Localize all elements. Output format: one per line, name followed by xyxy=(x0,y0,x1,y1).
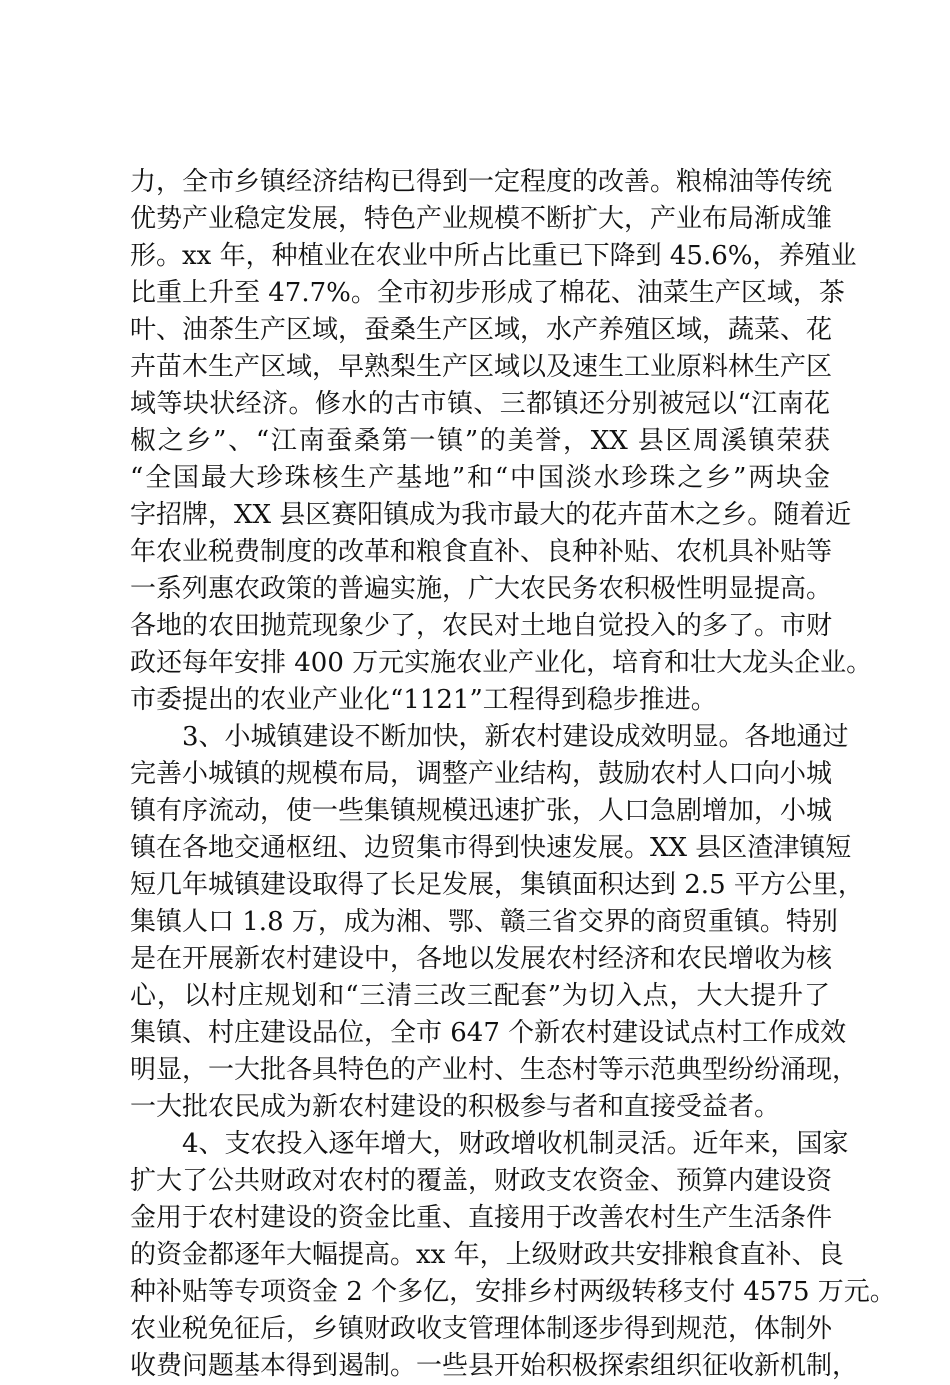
text-line: 集镇人口 1.8 万，成为湘、鄂、赣三省交界的商贸重镇。特别 xyxy=(130,907,838,937)
text-line: 优势产业稳定发展，特色产业规模不断扩大，产业布局渐成雏 xyxy=(130,204,833,234)
text-line: 力，全市乡镇经济结构已得到一定程度的改善。粮棉油等传统 xyxy=(130,167,833,197)
text-line: 一系列惠农政策的普遍实施，广大农民务农积极性明显提高。 xyxy=(130,574,833,604)
section-3-heading-line: 3、小城镇建设不断加快，新农村建设成效明显。各地通过 xyxy=(182,722,849,752)
text-line: 明显，一大批各具特色的产业村、生态村等示范典型纷纷涌现， xyxy=(130,1055,859,1085)
text-line: 叶、油茶生产区域，蚕桑生产区域，水产养殖区域，蔬菜、花 xyxy=(130,315,833,345)
text-line: 短几年城镇建设取得了长足发展，集镇面积达到 2.5 平方公里， xyxy=(130,870,864,900)
text-line: 扩大了公共财政对农村的覆盖，财政支农资金、预算内建设资 xyxy=(130,1166,833,1196)
text-line: 种补贴等专项资金 2 个多亿，安排乡村两级转移支付 4575 万元。 xyxy=(130,1277,896,1307)
text-line: “全国最大珍珠核生产基地”和“中国淡水珍珠之乡”两块金 xyxy=(130,463,830,493)
text-line: 比重上升至 47.7%。全市初步形成了棉花、油菜生产区域，茶 xyxy=(130,278,845,308)
text-line: 字招牌，XX 县区赛阳镇成为我市最大的花卉苗木之乡。随着近 xyxy=(130,500,852,530)
text-line: 各地的农田抛荒现象少了，农民对土地自觉投入的多了。市财 xyxy=(130,611,833,641)
text-line: 政还每年安排 400 万元实施农业产业化，培育和壮大龙头企业。 xyxy=(130,648,873,678)
paragraph-end-line: 市委提出的农业产业化“1121”工程得到稳步推进。 xyxy=(130,685,717,715)
paragraph-end-line: 一大批农民成为新农村建设的积极参与者和直接受益者。 xyxy=(130,1092,781,1122)
text-line: 镇在各地交通枢纽、边贸集市得到快速发展。XX 县区渣津镇短 xyxy=(130,833,852,863)
text-line: 年农业税费制度的改革和粮食直补、良种补贴、农机具补贴等 xyxy=(130,537,833,567)
text-line: 域等块状经济。修水的古市镇、三都镇还分别被冠以“江南花 xyxy=(130,389,830,419)
text-line: 心，以村庄规划和“三清三改三配套”为切入点，大大提升了 xyxy=(130,981,830,1011)
body-text xyxy=(130,164,896,1385)
text-line: 卉苗木生产区域，早熟梨生产区域以及速生工业原料林生产区 xyxy=(130,352,833,382)
text-line: 椒之乡”、“江南蚕桑第一镇”的美誉，XX 县区周溪镇荣获 xyxy=(130,426,830,456)
text-line: 收费问题基本得到遏制。一些县开始积极探索组织征收新机制， xyxy=(130,1351,859,1381)
text-line: 农业税免征后，乡镇财政收支管理体制逐步得到规范，体制外 xyxy=(130,1314,833,1344)
text-line: 金用于农村建设的资金比重、直接用于改善农村生产生活条件 xyxy=(130,1203,833,1233)
section-4-heading-line: 4、支农投入逐年增大，财政增收机制灵活。近年来，国家 xyxy=(182,1129,849,1159)
text-line: 完善小城镇的规模布局，调整产业结构，鼓励农村人口向小城 xyxy=(130,759,833,789)
text-line: 形。xx 年，种植业在农业中所占比重已下降到 45.6%，养殖业 xyxy=(130,241,857,271)
text-line: 镇有序流动，使一些集镇规模迅速扩张，人口急剧增加，小城 xyxy=(130,796,833,826)
text-line: 集镇、村庄建设品位，全市 647 个新农村建设试点村工作成效 xyxy=(130,1018,847,1048)
text-line: 是在开展新农村建设中，各地以发展农村经济和农民增收为核 xyxy=(130,944,833,974)
text-line: 的资金都逐年大幅提高。xx 年，上级财政共安排粮食直补、良 xyxy=(130,1240,844,1270)
